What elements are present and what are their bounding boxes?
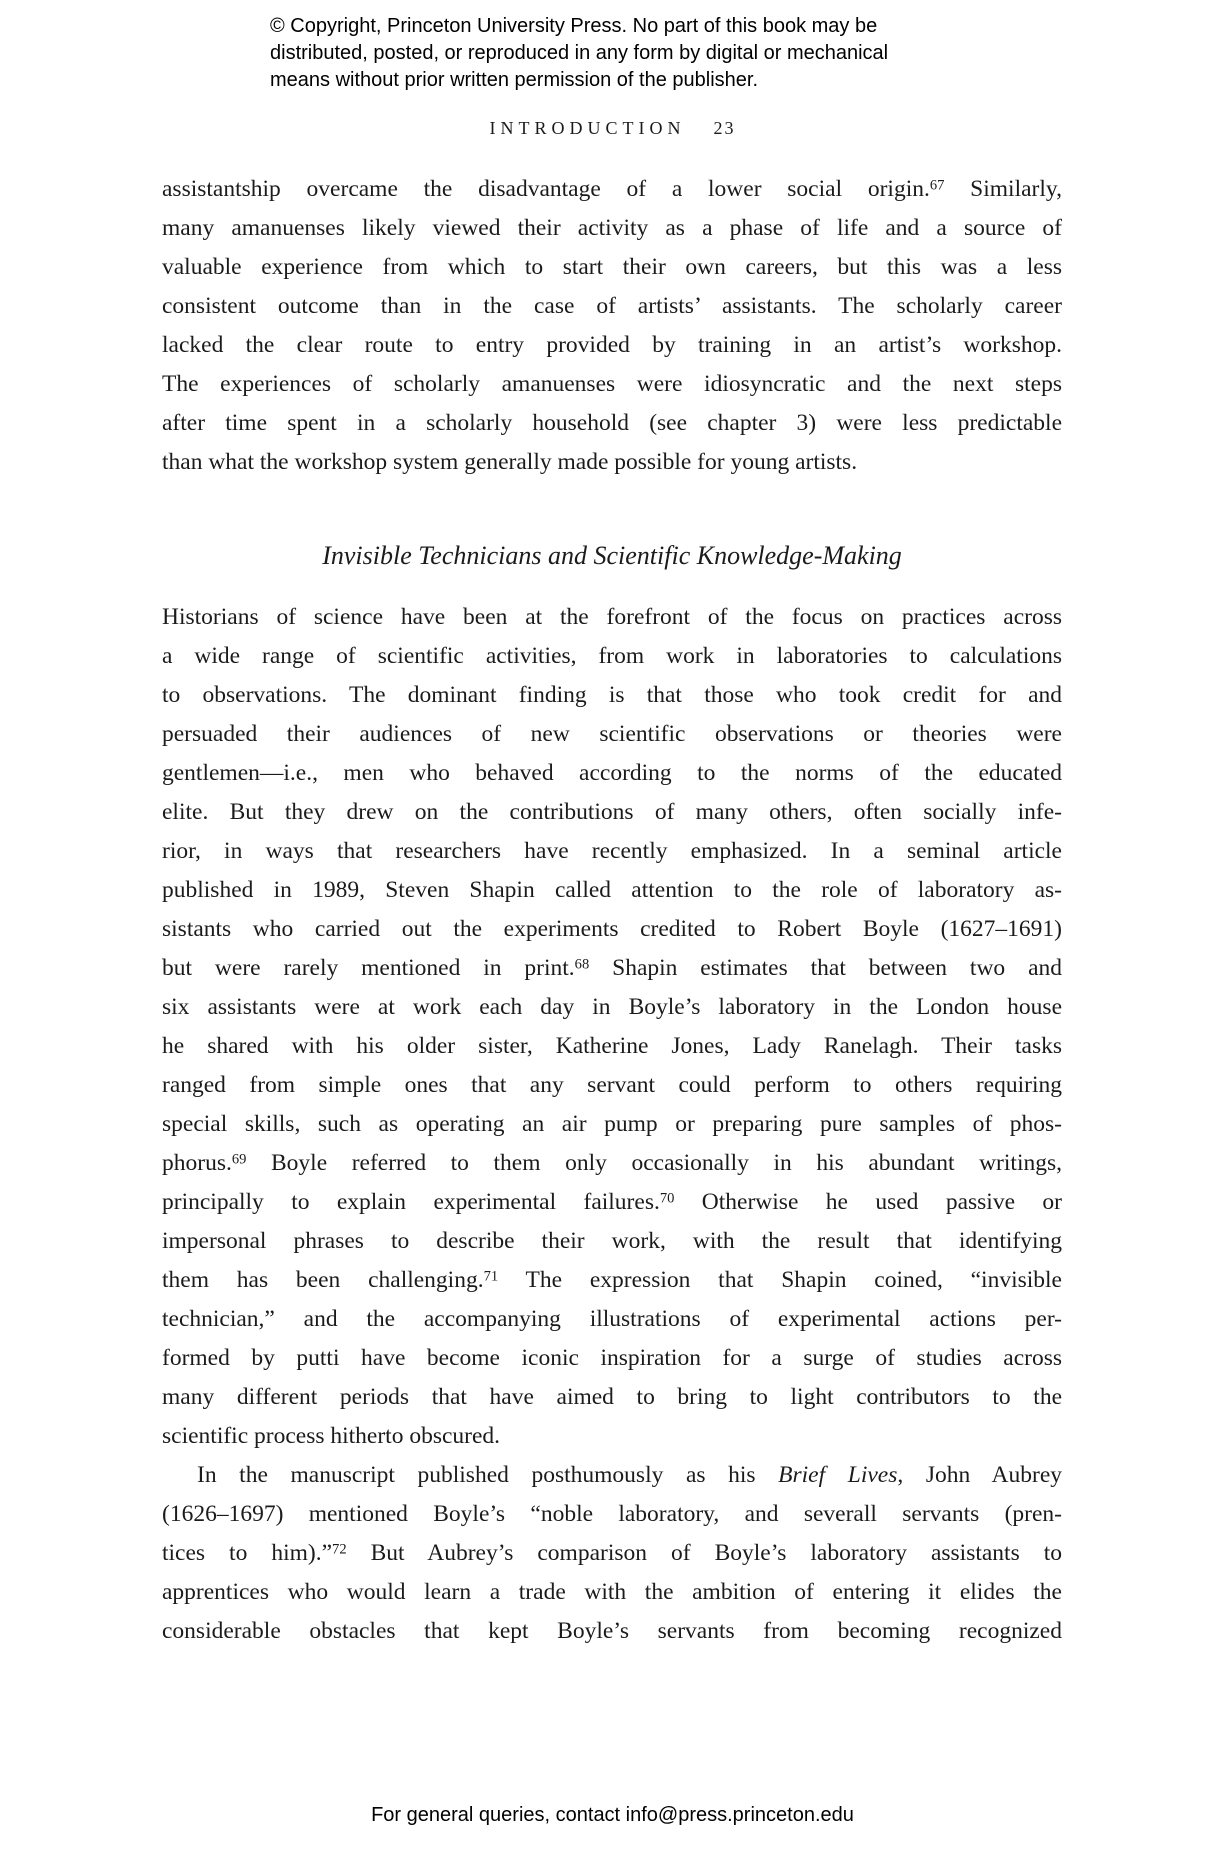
text-line: after time spent in a scholarly household (see chapter 3) were less predictable	[162, 410, 1062, 436]
text-line: In the manuscript published posthumously as his Brief Lives, John Aubrey	[197, 1462, 1063, 1488]
text-line: principally to explain experimental failures.$^{70}$ Otherwise he used passive or	[162, 1189, 1062, 1215]
paragraph-invisible-technicians	[162, 598, 1062, 1456]
text-line: tices to him).”$^{72}$ But Aubrey’s comparison of Boyle’s laboratory assistants to	[162, 1540, 1062, 1566]
section-heading: Invisible Technicians and Scientific Knowledge-Making	[322, 541, 902, 570]
text-line: scientific process hitherto obscured.	[162, 1423, 501, 1449]
text-line: formed by putti have become iconic inspiration for a surge of studies across	[162, 1345, 1062, 1371]
copyright-notice	[270, 13, 888, 94]
text-line: Historians of science have been at the forefront of the focus on practices across	[162, 604, 1062, 630]
copyright-line-1: © Copyright, Princeton University Press. No part of this book may be	[270, 15, 878, 37]
footer-contact: For general queries, contact info@press.princeton.edu	[371, 1804, 854, 1826]
paragraph-brief-lives	[162, 1456, 1062, 1651]
text-line: published in 1989, Steven Shapin called attention to the role of laboratory as-	[162, 877, 1062, 903]
text-line: six assistants were at work each day in Boyle’s laboratory in the London house	[162, 994, 1062, 1020]
main-text-block	[162, 598, 1062, 1651]
text-line: (1626–1697) mentioned Boyle’s “noble laboratory, and severall servants (pren-	[162, 1501, 1062, 1527]
copyright-line-2: distributed, posted, or reproduced in any form by digital or mechanical	[270, 42, 889, 64]
text-line: many different periods that have aimed to bring to light contributors to the	[162, 1384, 1062, 1410]
text-line: but were rarely mentioned in print.$^{68}$ Shapin estimates that between two and	[162, 955, 1063, 981]
text-line: them has been challenging.$^{71}$ The expression that Shapin coined, “invisible	[162, 1267, 1062, 1293]
running-head	[0, 118, 1225, 139]
text-line: assistantship overcame the disadvantage of a lower social origin.$^{67}$ Similarly,	[162, 176, 1062, 202]
text-line: ranged from simple ones that any servant could perform to others requiring	[162, 1072, 1062, 1098]
text-line: than what the workshop system generally made possible for young artists.	[162, 449, 858, 475]
text-line: technician,” and the accompanying illustrations of experimental actions per-	[162, 1306, 1062, 1332]
text-line: to observations. The dominant finding is that those who took credit for and	[162, 682, 1062, 708]
running-head-title: INTRODUCTION	[489, 118, 686, 138]
text-line: consistent outcome than in the case of artists’ assistants. The scholarly career	[162, 293, 1062, 319]
copyright-line-3: means without prior written permission of the publisher.	[270, 69, 759, 91]
text-line: The experiences of scholarly amanuenses were idiosyncratic and the next steps	[162, 371, 1062, 397]
text-line: considerable obstacles that kept Boyle’s servants from becoming recognized	[162, 1618, 1062, 1644]
text-line: many amanuenses likely viewed their activity as a phase of life and a source of	[162, 215, 1062, 241]
text-line: lacked the clear route to entry provided by training in an artist’s workshop.	[162, 332, 1062, 358]
text-line: phorus.$^{69}$ Boyle referred to them only occasionally in his abundant writings,	[162, 1150, 1062, 1176]
text-line: rior, in ways that researchers have recently emphasized. In a seminal article	[162, 838, 1062, 864]
text-line: special skills, such as operating an air pump or preparing pure samples of phos-	[162, 1111, 1062, 1137]
text-line: sistants who carried out the experiments credited to Robert Boyle (1627–1691)	[162, 916, 1062, 942]
text-line: impersonal phrases to describe their work, with the result that identifying	[162, 1228, 1062, 1254]
text-line: he shared with his older sister, Katherine Jones, Lady Ranelagh. Their tasks	[162, 1033, 1062, 1059]
text-line: gentlemen—i.e., men who behaved according to the norms of the educated	[162, 760, 1062, 786]
text-line: persuaded their audiences of new scientific observations or theories were	[162, 721, 1062, 747]
page-number: 23	[713, 118, 736, 138]
paragraph-continuation	[162, 170, 1062, 482]
text-line: elite. But they drew on the contributions of many others, often socially infe-	[162, 799, 1062, 825]
text-line: a wide range of scientific activities, from work in laboratories to calculations	[162, 643, 1062, 669]
text-line: valuable experience from which to start their own careers, but this was a less	[162, 254, 1062, 280]
text-line: apprentices who would learn a trade with the ambition of entering it elides the	[162, 1579, 1062, 1605]
